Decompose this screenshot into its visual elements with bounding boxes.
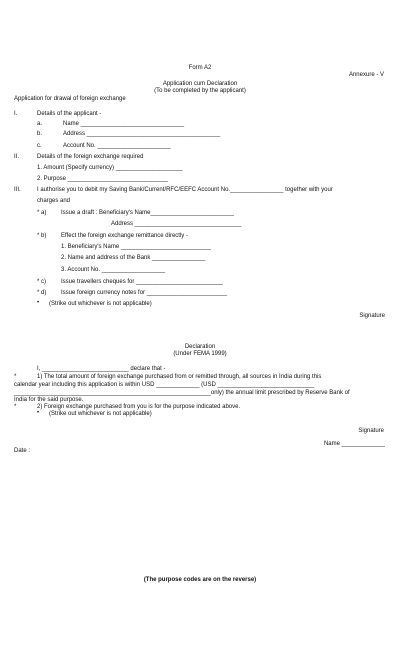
form-title: Application cum Declaration [162, 81, 238, 87]
name-field[interactable]: Name _____________ [323, 441, 385, 447]
declaration-title: Declaration [184, 344, 216, 350]
name-marker: a. [37, 121, 43, 127]
signature-label-2: Signature [358, 428, 384, 434]
declaration-para-1-line-3[interactable]: ___________________________________________________________only) the annual limit prescribed by Reserve Bank of [14, 390, 350, 396]
beneficiary-account-field[interactable]: 3. Account No. ___________________ [61, 267, 166, 273]
annexure-label: Annexure - V [348, 72, 384, 78]
currency-notes-field[interactable]: Issue foreign currency notes for ________________________ [61, 290, 227, 296]
draft-address-field[interactable]: Address ________________________________ [111, 221, 242, 227]
option-d-marker: * d) [37, 290, 47, 296]
option-c-marker: * c) [37, 279, 46, 285]
draft-beneficiary-field[interactable]: Issue a draft : Beneficiary's Name_________________________ [61, 210, 234, 216]
strike-note-1: (Strike out whichever is not applicable) [49, 301, 152, 307]
beneficiary-name-field[interactable]: 1. Beneficiary's Name ___________________________ [61, 244, 211, 250]
account-marker: c. [37, 143, 42, 149]
declaration-para-2: 2) Foreign exchange purchased from you is for the purpose indicated above. [37, 404, 241, 410]
address-marker: b. [37, 131, 43, 137]
form-number: Form A2 [188, 65, 212, 71]
date-label[interactable]: Date : [14, 448, 31, 454]
strike-note-2: (Strike out whichever is not applicable) [49, 411, 152, 417]
section-2-number: II. [14, 154, 20, 160]
option-a-marker: * a) [37, 210, 47, 216]
form-subtitle: (To be completed by the applicant) [154, 88, 246, 94]
purpose-codes-note: (The purpose codes are on the reverse) [143, 577, 257, 583]
authorise-line-1[interactable]: I authorise you to debit my Saving Bank/Current/RFC/EEFC Account No.________________ together with your [37, 187, 333, 193]
asterisk-2: * [14, 404, 17, 410]
section-1-heading: Details of the applicant - [37, 111, 102, 117]
applicant-account-field[interactable]: Account No. ______________________ [63, 143, 171, 149]
applicant-address-field[interactable]: Address ________________________________________ [63, 131, 221, 137]
signature-label-1: Signature [359, 313, 385, 319]
declare-line[interactable]: I, __________________________ declare that - [37, 366, 166, 372]
asterisk-1: * [14, 374, 17, 380]
applicant-name-field[interactable]: Name _______________________________ [63, 121, 185, 127]
amount-field[interactable]: 1. Amount (Specify currency) ____________________ [37, 165, 183, 171]
declaration-para-1-line-2[interactable]: calendar year including this application is within USD _____________ (USD _____________________________ [14, 382, 315, 388]
section-3-number: III. [14, 187, 21, 193]
bullet-icon: • [37, 300, 40, 306]
intro-text: Application for drawal of foreign exchange [14, 96, 126, 102]
declaration-subtitle: (Under FEMA 1999) [173, 351, 227, 357]
travellers-cheques-field[interactable]: Issue travellers cheques for __________________________ [61, 279, 223, 285]
remittance-heading: Effect the foreign exchange remittance directly - [61, 233, 188, 239]
declaration-para-1-line-4: India for the said purpose. [14, 397, 84, 403]
bullet-icon: • [37, 410, 40, 416]
section-2-heading: Details of the foreign exchange required [37, 154, 144, 160]
bank-address-field[interactable]: 2. Name and address of the Bank ________________ [61, 255, 206, 261]
option-b-marker: * b) [37, 233, 47, 239]
declaration-para-1-line-1: 1) The total amount of foreign exchange purchased from or remitted through, all sources in India during this [37, 374, 322, 380]
purpose-field[interactable]: 2. Purpose ______________________________ [37, 176, 168, 182]
authorise-line-2: charges and [37, 198, 71, 204]
section-1-number: I. [14, 111, 18, 117]
